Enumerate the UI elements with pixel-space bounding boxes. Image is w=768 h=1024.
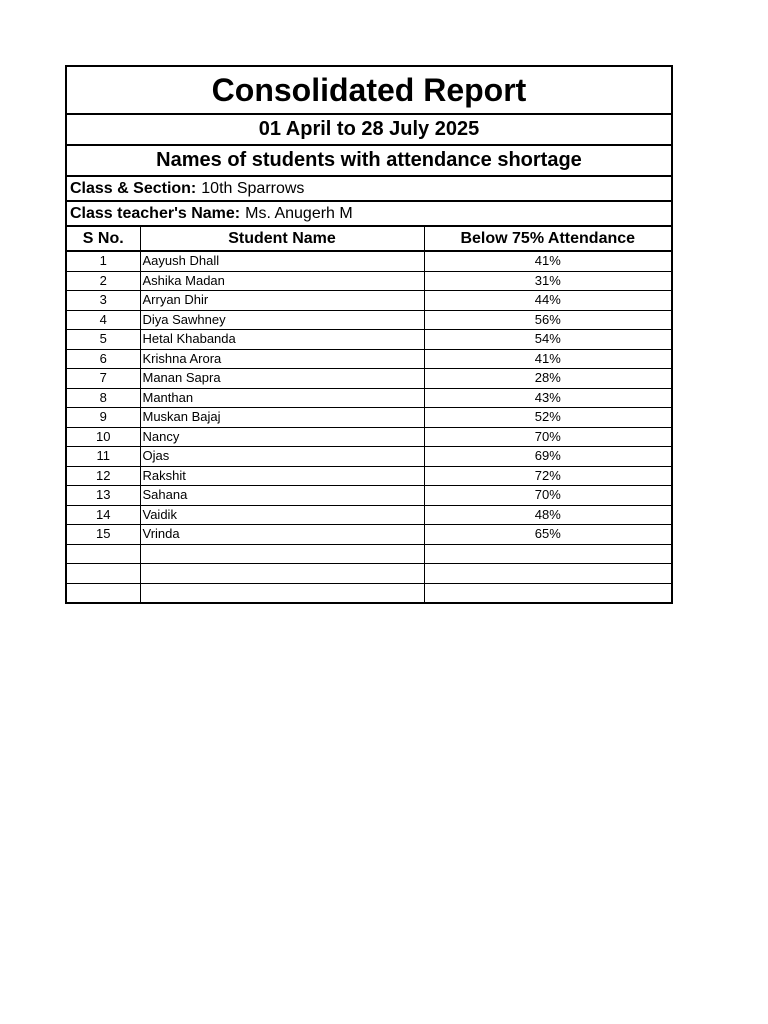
class-teacher-row <box>67 202 671 227</box>
cell-sno: 13 <box>67 486 140 506</box>
cell-attendance: 44% <box>424 291 671 311</box>
cell-student-name: Manthan <box>140 388 424 408</box>
cell-sno: 9 <box>67 408 140 428</box>
table-row <box>67 251 671 271</box>
cell-attendance: 28% <box>424 369 671 389</box>
cell-sno: 3 <box>67 291 140 311</box>
table-row <box>67 349 671 369</box>
empty-cell <box>424 544 671 564</box>
cell-sno: 15 <box>67 525 140 545</box>
cell-student-name: Ashika Madan <box>140 271 424 291</box>
cell-sno: 4 <box>67 310 140 330</box>
cell-student-name: Vaidik <box>140 505 424 525</box>
cell-attendance: 41% <box>424 349 671 369</box>
cell-student-name: Nancy <box>140 427 424 447</box>
cell-attendance: 52% <box>424 408 671 428</box>
report-subtitle: Names of students with attendance shortage <box>67 146 671 177</box>
table-header-row <box>67 227 671 251</box>
cell-attendance: 65% <box>424 525 671 545</box>
attendance-table <box>67 227 671 602</box>
class-teacher-label: Class teacher's Name: <box>70 204 241 222</box>
empty-cell <box>424 564 671 584</box>
cell-attendance: 72% <box>424 466 671 486</box>
cell-attendance: 31% <box>424 271 671 291</box>
header-attendance: Below 75% Attendance <box>424 227 671 251</box>
cell-sno: 2 <box>67 271 140 291</box>
class-section-value: 10th Sparrows <box>201 179 305 197</box>
cell-student-name: Ojas <box>140 447 424 467</box>
cell-attendance: 56% <box>424 310 671 330</box>
table-row <box>67 330 671 350</box>
empty-table-row <box>67 564 671 584</box>
header-student-name: Student Name <box>140 227 424 251</box>
empty-cell <box>140 544 424 564</box>
class-teacher-value: Ms. Anugerh M <box>245 204 353 222</box>
table-row <box>67 388 671 408</box>
empty-cell <box>140 583 424 602</box>
cell-student-name: Aayush Dhall <box>140 251 424 271</box>
table-row <box>67 466 671 486</box>
date-range: 01 April to 28 July 2025 <box>67 115 671 146</box>
cell-sno: 11 <box>67 447 140 467</box>
table-row <box>67 427 671 447</box>
cell-student-name: Rakshit <box>140 466 424 486</box>
cell-student-name: Arryan Dhir <box>140 291 424 311</box>
cell-student-name: Diya Sawhney <box>140 310 424 330</box>
cell-sno: 8 <box>67 388 140 408</box>
cell-student-name: Sahana <box>140 486 424 506</box>
table-row <box>67 291 671 311</box>
consolidated-report <box>65 65 673 604</box>
cell-attendance: 43% <box>424 388 671 408</box>
class-section-row <box>67 177 671 202</box>
empty-table-row <box>67 583 671 602</box>
cell-sno: 10 <box>67 427 140 447</box>
cell-attendance: 70% <box>424 486 671 506</box>
cell-sno: 14 <box>67 505 140 525</box>
table-row <box>67 310 671 330</box>
cell-student-name: Krishna Arora <box>140 349 424 369</box>
empty-cell <box>67 544 140 564</box>
cell-student-name: Hetal Khabanda <box>140 330 424 350</box>
cell-sno: 6 <box>67 349 140 369</box>
cell-student-name: Muskan Bajaj <box>140 408 424 428</box>
table-row <box>67 505 671 525</box>
table-row <box>67 447 671 467</box>
cell-attendance: 69% <box>424 447 671 467</box>
table-row <box>67 408 671 428</box>
cell-attendance: 54% <box>424 330 671 350</box>
cell-sno: 5 <box>67 330 140 350</box>
table-body <box>67 251 671 602</box>
cell-student-name: Manan Sapra <box>140 369 424 389</box>
cell-sno: 12 <box>67 466 140 486</box>
table-row <box>67 486 671 506</box>
cell-attendance: 70% <box>424 427 671 447</box>
empty-cell <box>67 564 140 584</box>
cell-sno: 1 <box>67 251 140 271</box>
report-title: Consolidated Report <box>67 67 671 115</box>
empty-table-row <box>67 544 671 564</box>
table-row <box>67 271 671 291</box>
table-row <box>67 369 671 389</box>
empty-cell <box>140 564 424 584</box>
cell-attendance: 41% <box>424 251 671 271</box>
empty-cell <box>67 583 140 602</box>
class-section-label: Class & Section: <box>70 179 197 197</box>
table-row <box>67 525 671 545</box>
empty-cell <box>424 583 671 602</box>
header-sno: S No. <box>67 227 140 251</box>
cell-attendance: 48% <box>424 505 671 525</box>
cell-student-name: Vrinda <box>140 525 424 545</box>
cell-sno: 7 <box>67 369 140 389</box>
